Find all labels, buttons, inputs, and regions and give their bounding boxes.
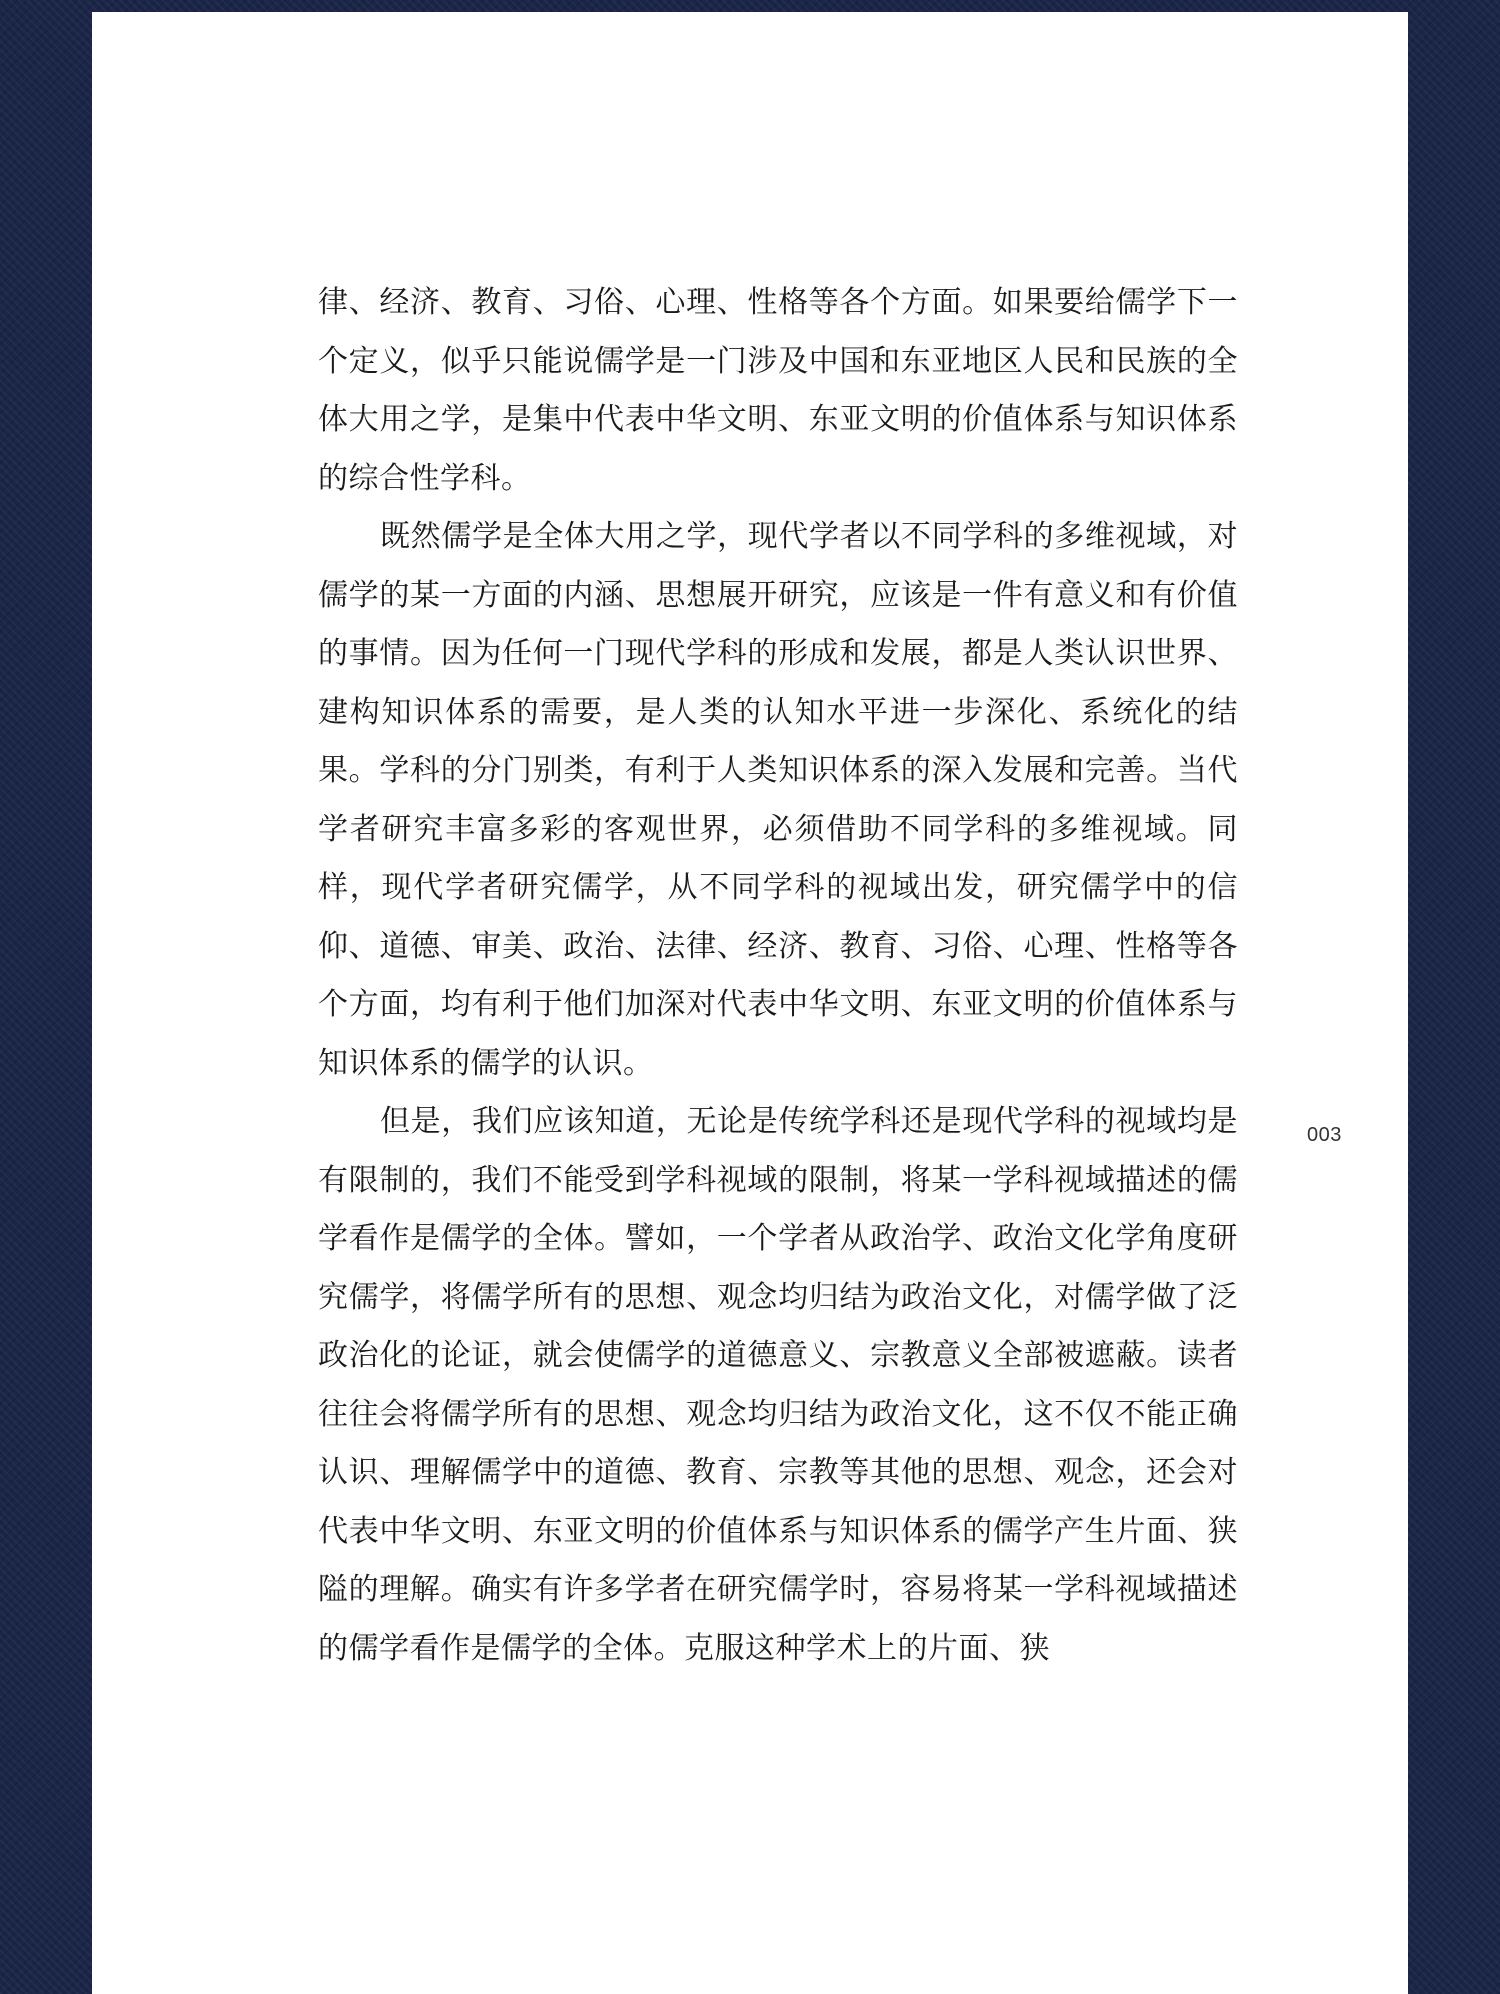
paragraph-3: 但是，我们应该知道，无论是传统学科还是现代学科的视域均是有限制的，我们不能受到学科视域的限制，将某一学科视域描述的儒学看作是儒学的全体。譬如，一个学者从政治学、政治文化学角度研究儒学，将儒学所有的思想、观念均归结为政治文化，对儒学做了泛政治化的论证，就会使儒学的道德意义、宗教意义全部被遮蔽。读者往往会将儒学所有的思想、观念均归结为政治文化，这不仅不能正确认识、理解儒学中的道德、教育、宗教等其他的思想、观念，还会对代表中华文明、东亚文明的价值体系与知识体系的儒学产生片面、狭隘的理解。确实有许多学者在研究儒学时，容易将某一学科视域描述的儒学看作是儒学的全体。克服这种学术上的片面、狭: [318, 1104, 1238, 1666]
paragraph-1: 律、经济、教育、习俗、心理、性格等各个方面。如果要给儒学下一个定义，似乎只能说儒学是一门涉及中国和东亚地区人民和民族的全体大用之学，是集中代表中华文明、东亚文明的价值体系与知识体系的综合性学科。: [318, 285, 1238, 496]
body-text: [318, 274, 1238, 1678]
book-page: [92, 12, 1408, 1994]
paragraph-2: 既然儒学是全体大用之学，现代学者以不同学科的多维视域，对儒学的某一方面的内涵、思想展开研究，应该是一件有意义和有价值的事情。因为任何一门现代学科的形成和发展，都是人类认识世界、建构知识体系的需要，是人类的认知水平进一步深化、系统化的结果。学科的分门别类，有利于人类知识体系的深入发展和完善。当代学者研究丰富多彩的客观世界，必须借助不同学科的多维视域。同样，现代学者研究儒学，从不同学科的视域出发，研究儒学中的信仰、道德、审美、政治、法律、经济、教育、习俗、心理、性格等各个方面，均有利于他们加深对代表中华文明、东亚文明的价值体系与知识体系的儒学的认识。: [318, 519, 1238, 1081]
page-number: 003: [1307, 1124, 1342, 1146]
